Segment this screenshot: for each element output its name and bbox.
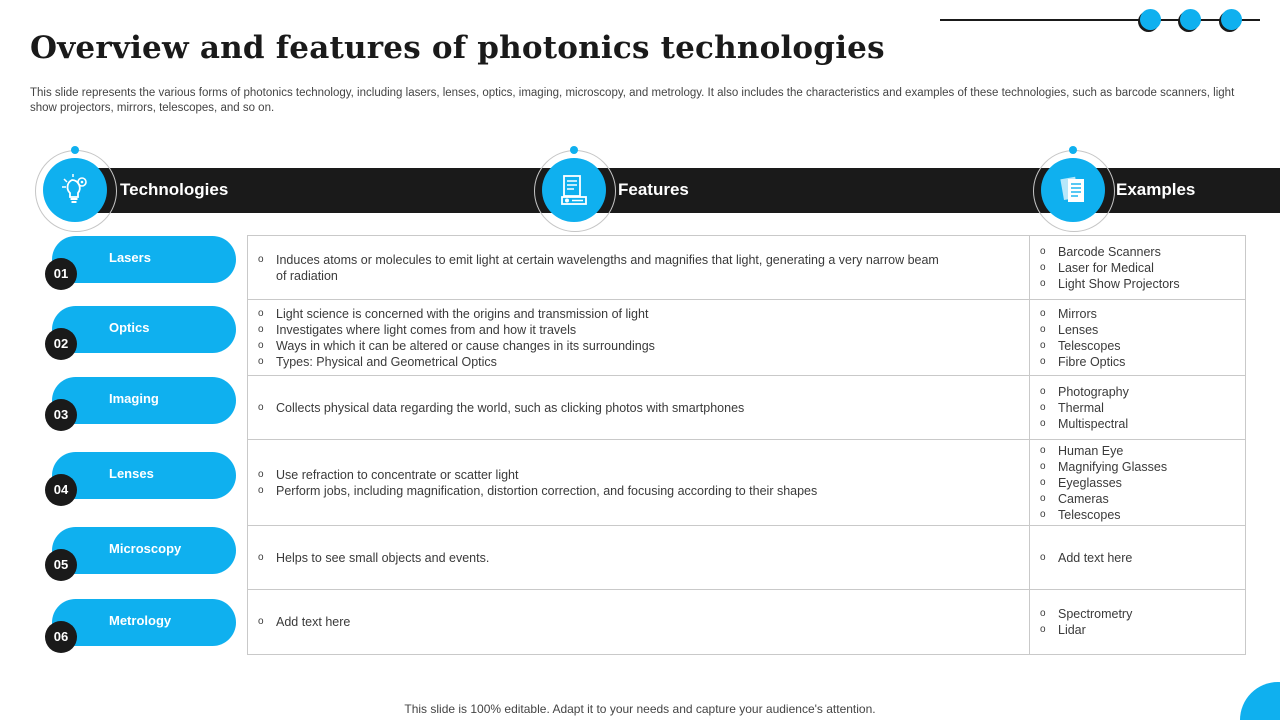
slide-subtitle: This slide represents the various forms of photonics technology, including lasers, lenses, optics, imaging, microscopy, and metrology. It also includes the characteristics and examples of these technologies, such as barcode scanners, light show projectors, mirrors, telescopes, and so on. (30, 87, 1235, 114)
decorative-dot (1221, 9, 1242, 30)
features-table (247, 235, 1246, 655)
header-examples: Examples (1116, 180, 1196, 199)
table-row (248, 300, 1246, 376)
ring-dot (1069, 146, 1077, 154)
list-item: o Fibre Optics (1040, 354, 1126, 369)
list-item: o Laser for Medical (1040, 260, 1154, 275)
list-item: o Perform jobs, including magnification, distortion correction, and focusing according to their shapes (258, 483, 818, 498)
number-badge: 06 (45, 621, 77, 653)
list-item: o Eyeglasses (1040, 475, 1122, 490)
features-cell (248, 376, 1030, 439)
list-item: o Telescopes (1040, 338, 1121, 353)
number-badge: 05 (45, 549, 77, 581)
technology-pill-lasers: Lasers (52, 236, 236, 283)
list-item: o Magnifying Glasses (1040, 459, 1168, 474)
list-item: o Induces atoms or molecules to emit light at certain wavelengths and magnifies that light, generating a very narrow beam of radiation (258, 252, 939, 283)
header-technologies: Technologies (120, 180, 229, 199)
table-row (248, 236, 1246, 300)
technology-pill-metrology: Metrology (52, 599, 236, 646)
decorative-line (940, 19, 1260, 21)
list-item: o Helps to see small objects and events. (258, 550, 490, 565)
features-cell (248, 590, 1030, 654)
list-item: o Human Eye (1040, 443, 1124, 458)
list-item: o Photography (1040, 384, 1129, 399)
list-item: o Add text here (1040, 550, 1133, 565)
footer-note: This slide is 100% editable. Adapt it to your needs and capture your audience's attention. (404, 702, 876, 716)
technology-pill-lenses: Lenses (52, 452, 236, 499)
list-item: o Collects physical data regarding the world, such as clicking photos with smartphones (258, 400, 745, 415)
examples-cell (1030, 376, 1246, 439)
examples-cell (1030, 590, 1246, 654)
list-item: o Ways in which it can be altered or cause changes in its surroundings (258, 338, 655, 353)
list-item: o Cameras (1040, 491, 1109, 506)
number-badge: 01 (45, 258, 77, 290)
technology-pill-microscopy: Microscopy (52, 527, 236, 574)
list-item: o Use refraction to concentrate or scatter light (258, 467, 519, 482)
list-item: o Thermal (1040, 400, 1104, 415)
examples-cell (1030, 236, 1246, 299)
list-item: o Mirrors (1040, 306, 1097, 321)
list-item: o Multispectral (1040, 416, 1129, 431)
slide-title: Overview and features of photonics technologies (30, 30, 885, 66)
lightbulb-gear-icon (43, 158, 107, 222)
technology-pill-imaging: Imaging (52, 377, 236, 424)
decorative-corner-circle (1240, 682, 1280, 720)
list-item: o Lenses (1040, 322, 1099, 337)
features-cell (248, 236, 1030, 299)
examples-cell (1030, 526, 1246, 589)
list-item: o Telescopes (1040, 507, 1121, 522)
features-cell (248, 300, 1030, 375)
features-cell (248, 440, 1030, 525)
table-row (248, 376, 1246, 440)
list-item: o Lidar (1040, 623, 1086, 637)
list-item: o Add text here (258, 615, 351, 629)
features-cell (248, 526, 1030, 589)
header-features: Features (618, 180, 689, 199)
ring-dot (71, 146, 79, 154)
number-badge: 04 (45, 474, 77, 506)
examples-cell (1030, 440, 1246, 525)
table-row (248, 590, 1246, 655)
examples-cell (1030, 300, 1246, 375)
table-row (248, 526, 1246, 590)
table-row (248, 440, 1246, 526)
list-item: o Investigates where light comes from and how it travels (258, 322, 577, 337)
documents-icon (1041, 158, 1105, 222)
list-item: o Spectrometry (1040, 607, 1133, 621)
list-item: o Types: Physical and Geometrical Optics (258, 354, 497, 369)
technology-pill-optics: Optics (52, 306, 236, 353)
ring-dot (570, 146, 578, 154)
projector-document-icon (542, 158, 606, 222)
decorative-dot (1140, 9, 1161, 30)
list-item: o Barcode Scanners (1040, 244, 1161, 259)
number-badge: 02 (45, 328, 77, 360)
decorative-dot (1180, 9, 1201, 30)
number-badge: 03 (45, 399, 77, 431)
list-item: o Light Show Projectors (1040, 276, 1180, 291)
list-item: o Light science is concerned with the origins and transmission of light (258, 306, 649, 321)
